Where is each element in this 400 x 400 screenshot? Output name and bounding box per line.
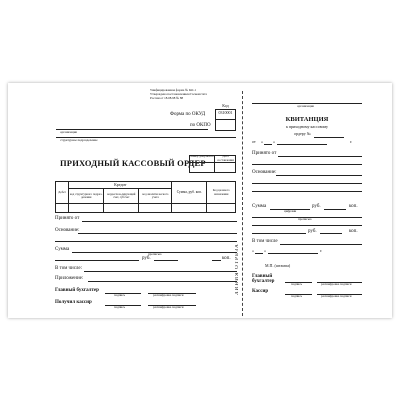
- cashier-label: Получил кассир: [55, 300, 92, 305]
- received-from-label: Принято от: [55, 216, 80, 221]
- attachment-line[interactable]: [88, 281, 237, 282]
- col-analytics: код аналити-ческого учета: [139, 189, 172, 204]
- receipt-in-words-caption: прописью: [298, 217, 312, 221]
- table-row: [56, 204, 236, 213]
- col-credit: Кредит: [69, 182, 172, 189]
- form-note-line-1: Унифицированная форма № КО-1: [150, 88, 196, 92]
- doc-date-header: Дата составления: [217, 154, 234, 162]
- receipt-sum-label: Сумма: [252, 204, 267, 209]
- receipt-basis-label: Основание:: [252, 170, 277, 175]
- doc-number-header: Номер документа: [189, 154, 214, 158]
- attachment-label: Приложение:: [55, 276, 84, 281]
- receipt-kop-label: коп.: [349, 204, 358, 209]
- signature-decoding-caption: расшифровка подписи: [153, 293, 184, 297]
- basis-label: Основание:: [55, 228, 80, 233]
- order-title: ПРИХОДНЫЙ КАССОВЫЙ ОРДЕР: [60, 158, 206, 168]
- receipt-basis-line[interactable]: [276, 175, 362, 176]
- col-purpose: Код целевого назначения: [207, 182, 236, 204]
- receipt-digits-caption: цифрами: [284, 209, 297, 213]
- receipt-stamp-label: М.П. (штампа): [265, 263, 291, 268]
- cut-line: [242, 91, 243, 316]
- including-line[interactable]: [84, 271, 237, 272]
- organization-caption: организация: [60, 130, 77, 134]
- receipt-chief-accountant-label: Главный бухгалтер: [252, 274, 275, 284]
- form-note-line-3: России от 18.08.98 № 88: [150, 96, 184, 100]
- receipt-year: г.: [350, 139, 353, 144]
- col-debit: Дебет: [56, 182, 69, 204]
- signature-caption: подпись: [114, 293, 126, 297]
- signature-decoding-caption: расшифровка подписи: [153, 305, 184, 309]
- col-division-code: код структурного подраз-деления: [69, 189, 104, 204]
- okpo-label: по ОКПО: [190, 123, 211, 128]
- receipt-title: КВИТАНЦИЯ: [285, 116, 329, 123]
- receipt-received-from-line[interactable]: [278, 156, 362, 157]
- receipt-subtitle: к приходному кассовому: [285, 124, 329, 129]
- rub-label: руб.: [142, 256, 151, 261]
- receipt-cashier-label: Кассир: [252, 289, 269, 294]
- col-sum: Сумма, руб. коп.: [172, 182, 207, 204]
- receipt-received-from-label: Принято от: [252, 151, 277, 156]
- receipt-from: от: [252, 139, 256, 144]
- including-label: В том числе:: [55, 266, 83, 271]
- cut-line-label: ЛИНИЯ ОТРЕЗА: [235, 243, 240, 295]
- okud-label: Форма по ОКУД: [170, 112, 206, 117]
- receipt-rub-label: руб.: [312, 204, 321, 209]
- chief-accountant-label: Главный бухгалтер: [55, 288, 99, 293]
- code-label: Код: [222, 103, 229, 108]
- received-from-line[interactable]: [82, 221, 237, 222]
- col-account: корреспон-дирующий счет, субсчет: [104, 189, 139, 204]
- receipt-org-caption: организация: [297, 104, 314, 108]
- sum-in-words-caption: прописью: [148, 252, 162, 256]
- organization-line[interactable]: [56, 129, 208, 130]
- receipt-order-no-line[interactable]: [314, 137, 344, 138]
- kop-label: коп.: [222, 256, 231, 261]
- receipt-order-no: ордеру №: [294, 131, 311, 136]
- signature-caption: подпись: [114, 305, 126, 309]
- cash-order-form-sheet: Унифицированная форма № КО-1 Утверждена постановлением Госкомстата России от 18.08.98 № 88 Код 0310001 Форма по ОКУД по ОКПО организация структурное подразделение ПРИХОДНЫЙ КАССОВЫЙ ОРДЕР Номер документа Дата составления Дебет Кредит Сумма, руб. коп. Код целевого назначения код структурного подраз-деления корреспон-дирующий счет, субсчет код аналити-ческого учета Принято от Основание: Сумма прописью руб. коп. В том числе: Приложение: Главный бухгалтер подпись расшифровка подписи Получил кассир подпись расшифровка подписи ЛИНИЯ ОТРЕЗА организация КВИТАНЦИЯ к приходному кассовому ордеру № от « » г. Принято от Основание: Сумма цифрами руб. коп. прописью руб. коп. В том числе « » г. М.П. (штампа) Главный бухгалтер подпись расшифровка подписи Кассир подпись расшифровка подписи: [8, 83, 392, 318]
- form-note-line-2: Утверждена постановлением Госкомстата: [150, 92, 207, 96]
- basis-line[interactable]: [78, 233, 237, 234]
- division-caption: структурное подразделение: [60, 138, 98, 142]
- accounting-table: [55, 181, 236, 213]
- okud-code-value: 0310001: [218, 110, 233, 115]
- receipt-including-label: В том числе: [252, 239, 278, 244]
- sum-label: Сумма: [55, 247, 70, 252]
